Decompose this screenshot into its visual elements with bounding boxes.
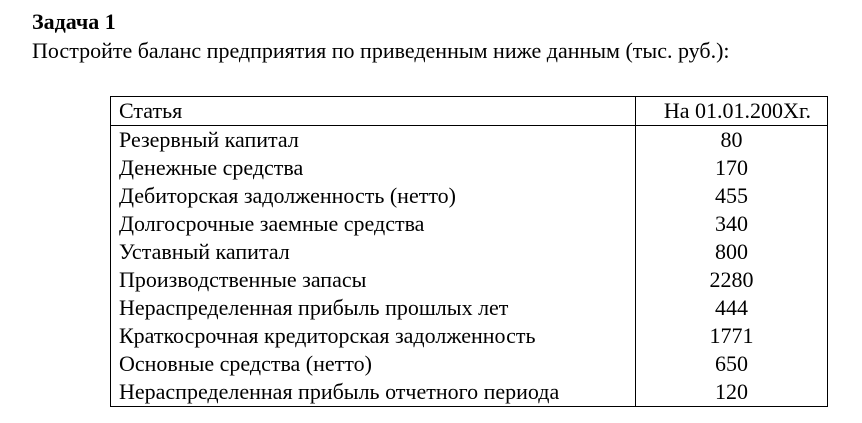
row-value: 455 [715, 183, 748, 208]
task-instruction: Постройте баланс предприятия по приведенным ниже данным (тыс. руб.): [32, 38, 730, 63]
header-item: Статья [111, 97, 636, 126]
table-row [111, 350, 828, 378]
row-value: 340 [715, 211, 748, 236]
row-value: 1771 [709, 323, 754, 348]
row-item: Денежные средства [111, 154, 636, 182]
table-row [111, 154, 828, 182]
header-date: На 01.01.200Хг. [636, 97, 828, 126]
row-item: Уставный капитал [111, 238, 636, 266]
row-item: Нераспределенная прибыль отчетного периода [111, 378, 636, 407]
row-item: Производственные запасы [111, 266, 636, 294]
row-value: 80 [720, 127, 743, 152]
table-row [111, 182, 828, 210]
row-item: Резервный капитал [111, 126, 636, 155]
table-row [111, 210, 828, 238]
row-value: 650 [715, 351, 748, 376]
row-item: Долгосрочные заемные средства [111, 210, 636, 238]
table-row [111, 266, 828, 294]
row-value: 2280 [709, 267, 754, 292]
table-row [111, 322, 828, 350]
table-row [111, 294, 828, 322]
table-row [111, 126, 828, 155]
row-item: Нераспределенная прибыль прошлых лет [111, 294, 636, 322]
row-item: Краткосрочная кредиторская задолженность [111, 322, 636, 350]
row-value: 120 [715, 379, 748, 404]
row-item: Основные средства (нетто) [111, 350, 636, 378]
table-row [111, 378, 828, 407]
row-value: 800 [715, 239, 748, 264]
balance-table [110, 96, 828, 407]
table-header-row [111, 97, 828, 126]
row-value: 444 [715, 295, 748, 320]
row-value: 170 [715, 155, 748, 180]
task-title: Задача 1 [32, 9, 116, 34]
row-item: Дебиторская задолженность (нетто) [111, 182, 636, 210]
table-row [111, 238, 828, 266]
